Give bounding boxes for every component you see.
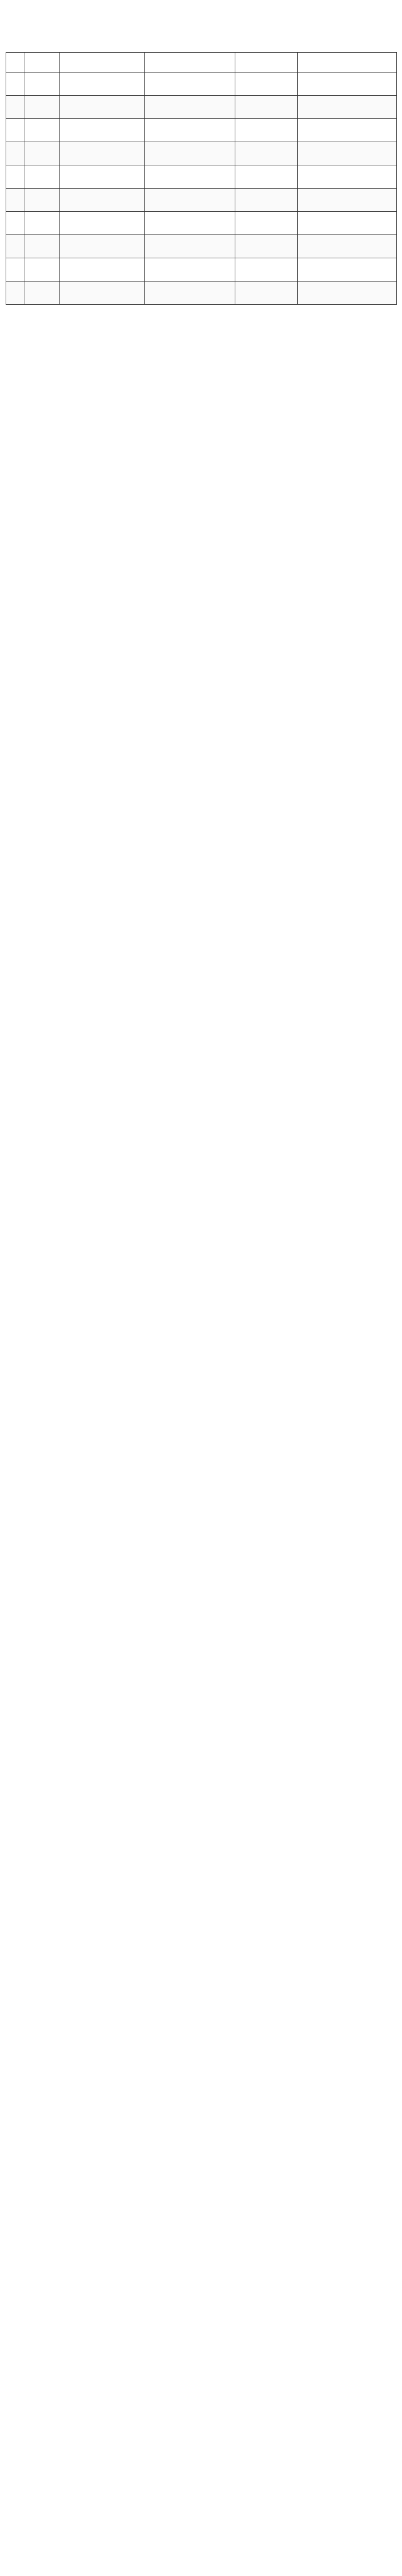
table-row (6, 258, 397, 282)
cell-seq (6, 72, 24, 96)
cell-cert (145, 235, 235, 258)
roster-table (6, 52, 397, 305)
header-cert (145, 53, 235, 72)
cell-seq (6, 282, 24, 305)
table-row (6, 96, 397, 119)
cell-seq (6, 119, 24, 142)
cell-unit (298, 96, 397, 119)
cell-id (60, 235, 145, 258)
cell-name (24, 165, 60, 189)
cell-seq (6, 96, 24, 119)
cell-unit (298, 282, 397, 305)
table-row (6, 282, 397, 305)
cell-type (235, 96, 298, 119)
table-body (6, 72, 397, 305)
cell-id (60, 212, 145, 235)
cell-id (60, 142, 145, 165)
table-row (6, 72, 397, 96)
cell-name (24, 282, 60, 305)
cell-seq (6, 235, 24, 258)
cell-type (235, 165, 298, 189)
cell-id (60, 282, 145, 305)
cell-type (235, 119, 298, 142)
cell-name (24, 119, 60, 142)
cell-unit (298, 142, 397, 165)
cell-id (60, 165, 145, 189)
cell-name (24, 258, 60, 282)
cell-type (235, 142, 298, 165)
cell-name (24, 142, 60, 165)
cell-id (60, 189, 145, 212)
cell-cert (145, 258, 235, 282)
header-seq (6, 53, 24, 72)
cell-unit (298, 212, 397, 235)
table-row (6, 142, 397, 165)
cell-type (235, 212, 298, 235)
cell-unit (298, 165, 397, 189)
cell-seq (6, 165, 24, 189)
cell-unit (298, 72, 397, 96)
cell-id (60, 72, 145, 96)
table-row (6, 189, 397, 212)
header-type (235, 53, 298, 72)
cell-id (60, 96, 145, 119)
cell-unit (298, 235, 397, 258)
header-row (6, 53, 397, 72)
table-row (6, 212, 397, 235)
cell-seq (6, 189, 24, 212)
table-row (6, 165, 397, 189)
cell-cert (145, 142, 235, 165)
cell-type (235, 282, 298, 305)
cell-cert (145, 72, 235, 96)
cell-seq (6, 142, 24, 165)
table-row (6, 235, 397, 258)
table-row (6, 119, 397, 142)
document-title (6, 0, 396, 52)
cell-cert (145, 282, 235, 305)
cell-cert (145, 165, 235, 189)
header-name (24, 53, 60, 72)
cell-type (235, 258, 298, 282)
cell-type (235, 189, 298, 212)
header-unit (298, 53, 397, 72)
cell-name (24, 235, 60, 258)
cell-name (24, 189, 60, 212)
cell-cert (145, 212, 235, 235)
cell-unit (298, 119, 397, 142)
cell-cert (145, 96, 235, 119)
cell-name (24, 72, 60, 96)
cell-type (235, 72, 298, 96)
cell-seq (6, 212, 24, 235)
cell-unit (298, 258, 397, 282)
header-id (60, 53, 145, 72)
cell-unit (298, 189, 397, 212)
table-header (6, 53, 397, 72)
cell-id (60, 258, 145, 282)
cell-name (24, 96, 60, 119)
cell-cert (145, 119, 235, 142)
cell-cert (145, 189, 235, 212)
cell-name (24, 212, 60, 235)
cell-type (235, 235, 298, 258)
cell-seq (6, 258, 24, 282)
cell-id (60, 119, 145, 142)
